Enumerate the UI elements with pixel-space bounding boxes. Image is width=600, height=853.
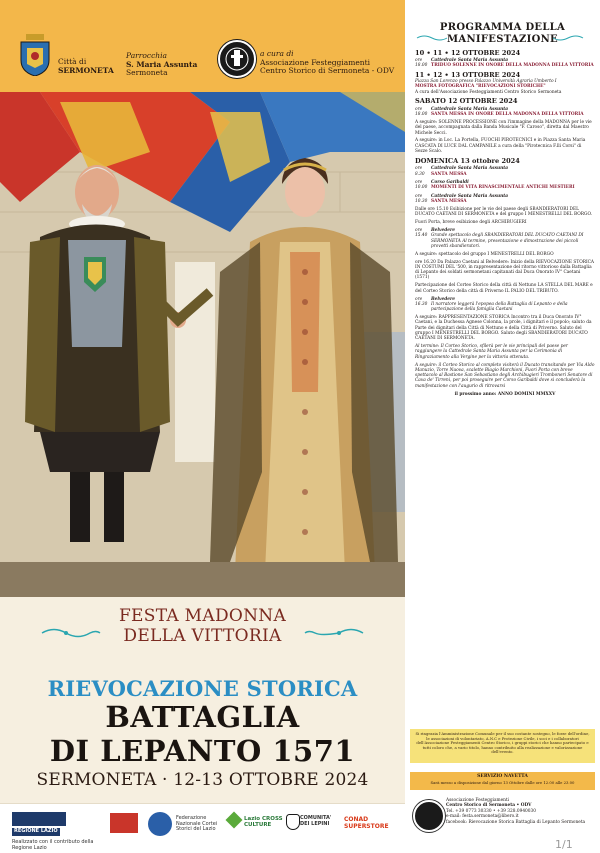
association-footer-logo-icon (413, 800, 445, 832)
event-paragraph: A seguire: spettacolo del gruppo I MENESTRELLI DEL BORGO (415, 251, 554, 257)
battaglia-line-2: DI LEPANTO 1571 (49, 734, 356, 768)
day-heading-1: 10 • 11 • 12 OTTOBRE 2024 (415, 48, 521, 57)
program-title-line-2: MANIFESTAZIONE (447, 34, 558, 45)
festa-line-2: DELLA VITTORIA (123, 626, 282, 646)
closing-line: il prossimo anno: ANNO DOMINI MMXXV (454, 391, 556, 397)
event-place: Belvedere (431, 296, 455, 302)
event-title: MOMENTI DI VITA RINASCIMENTALE ANTICHI MESTIERI (431, 185, 575, 191)
flourish-right-icon (303, 626, 365, 640)
parish-label: Parrocchia (126, 51, 167, 60)
contact-facebook: facebook: Rievocazione Storica Battaglia di Lepanto Sermoneta (446, 819, 586, 825)
event-place: Corso Garibaldi (431, 179, 469, 185)
program-list (415, 46, 595, 397)
flourish-left-icon (40, 626, 102, 640)
event-row (415, 166, 595, 177)
battaglia-title (0, 700, 405, 768)
event-paragraph: Fuori Porta, breve esibizione degli ARCHIBUGIERI (415, 219, 527, 225)
event-title: SANTA MESSA IN ONORE DELLA MADONNA DELLA VITTORIA (431, 112, 584, 118)
sponsor-strip (0, 803, 405, 853)
city-crest-icon (18, 34, 52, 76)
event-time: ore 18.00 (415, 58, 428, 69)
event-place: Belvedere (431, 228, 455, 234)
program-flourish-left-icon (416, 34, 448, 42)
event-title: MOSTRA FOTOGRAFICA "RIEVOCAZIONI STORICHE" (415, 84, 546, 90)
place-dates: SERMONETA · 12-13 OTTOBRE 2024 (36, 770, 369, 790)
festa-line-1: FESTA MADONNA (118, 606, 287, 626)
event-paragraph: A seguire: il Corteo Storico al completo visiterà il Ducato transitando per Via Aldo Manuzio, Torre Nuova, scalette Biagio Marchioni, Fuori Porta con breve spettacolo al Bastione San Sebastiano degli Archibugieri Tromboneri Senatore di Cava de' Tirreni, per poi proseguire per Corso Garibaldi dove si concluderà la manifestazione con l'augurio di ritrovarsi (415, 362, 595, 389)
curated-org-2: Centro Storico di Sermoneta - ODV (260, 66, 395, 76)
cortei-logo-icon (148, 812, 172, 836)
parish-town: Sermoneta (126, 68, 168, 78)
parish-name: S. Maria Assunta (126, 59, 198, 69)
sponsor-conad: CONAD SUPERSTORE (344, 816, 389, 830)
contact-line-1: Associazione Festeggiamenti (446, 798, 510, 803)
lazio-logo-icon (226, 812, 243, 829)
sponsor-federazione: Federazione Nazionale Cortei Storici del Lazio (176, 815, 218, 832)
event-row (415, 107, 595, 118)
day-heading-4: DOMENICA 13 ottobre 2024 (415, 156, 520, 165)
event-paragraph: A seguire: RAPPRESENTAZIONE STORICA Incontro tra il Duca Onorato IV° Caetani, e la Duchessa Agnese Colonna, la prole, i dignitari e il popolo; saluto da Parte dei dignitari della Città di Nettuno e della Città di Priverno. Saluto del gruppo I MENESTRELLI DEL BORGO. Saluto degli SBANDIERATORI DUCATO CAETANI DI SERMONETA. (415, 315, 592, 342)
lepini-logo-icon (286, 814, 300, 830)
event-row (415, 194, 595, 205)
sponsor-regione: REGIONE LAZIO (14, 828, 58, 834)
contact-block (446, 798, 596, 825)
page-indicator: 1/1 (555, 838, 573, 851)
event-paragraph: Dalle ore 15.10 Esibizione per le vie del paese degli SBANDIERATORI DEL DUCATO CAETANI DI SERMONETA e del gruppo I MENESTRELLI DEL BORGO. (415, 206, 593, 217)
event-place: Cattedrale Santa Maria Assunta (431, 58, 509, 63)
event-row (415, 228, 595, 249)
event-title: Il narratore leggerà l'epopea della Battaglia di Lepanto e della partecipazione della famiglia Caetani (431, 302, 568, 313)
day-heading-2: 11 • 12 • 13 OTTOBRE 2024 (415, 71, 521, 80)
event-title: SANTA MESSA (431, 171, 467, 177)
rievocazione-title: RIEVOCAZIONE STORICA (47, 676, 358, 701)
shuttle-title: SERVIZIO NAVETTA (477, 774, 528, 779)
curated-label: a cura di (260, 49, 294, 58)
event-time: ore 15.40 (415, 228, 428, 239)
regione-note: Realizzato con il contributo della Regione Lazio (12, 839, 94, 851)
contact-phone: Tel. +39 0773 30330 • +39 328.0940030 (446, 808, 536, 814)
sponsor-lepini: COMUNITA' DEI LEPINI (300, 815, 332, 827)
header-band (0, 0, 405, 92)
regione-lazio-logo-icon (12, 812, 66, 826)
costumed-couple-photo (0, 92, 405, 597)
contact-line-2: Centro Storico di Sermoneta • ODV (446, 803, 532, 809)
event-row (415, 297, 595, 313)
event-paragraph: Al termine: Il Corteo Storico, sfilerà per le vie principali del paese per raggiungere la Cattedrale Santa Maria Assunta per la Cerimonia di Ringraziamento alla Vergine per la vittoria ottenuta. (415, 344, 568, 360)
thanks-box: Si ringrazia l'Amministrazione Comunale per il suo costante sostegno, le forze dell'ordine, le associazioni di volontariato, A.N.C e Protezione Civile, i soci e i collaboratori dell'Associazione Festeggiamenti Centro Storico, i gruppi storici che hanno partecipato e tutti coloro che, a vario titolo, hanno contribuito alla realizzazione e valorizzazione dell'evento. (410, 729, 595, 763)
event-row (415, 180, 595, 191)
hero-photo (0, 92, 405, 597)
sponsor-lazio: Lazio CROSS CULTURE (244, 816, 283, 829)
shuttle-text: Sarà messo a disposizione dal giorno 13 Ottobre dalle ore 12.00 alle 23.00 (430, 779, 575, 785)
association-logo-icon (218, 40, 256, 78)
event-paragraph: Partecipazione del Corteo Storico della città di Nettuno LA STELLA DEL MARE e del Corteo Storico della città di Priverno IL PALIO DEL TRIBUTO. (415, 283, 593, 294)
event-time: ore 10.30 (415, 193, 428, 204)
federazione-logo-icon (110, 813, 138, 833)
event-place: Piazza San Lorenzo presso Palazzo Università Agraria Umberto I (415, 79, 557, 85)
event-paragraph: ore 16.20 Da Palazzo Caetani al Belvedere: Inizio della RIEVOCAZIONE STORICA IN COSTUMI DEL '500, in rappresentazione del ritorno vittorioso dalla Battaglia di Lepanto dei soldati sermonetani capitanati dal Duca Onorato IV° Caetani (1571) (415, 259, 595, 281)
day-heading-3: SABATO 12 OTTOBRE 2024 (415, 97, 518, 106)
city-label: Città di (58, 57, 87, 66)
program-flourish-right-icon (552, 34, 584, 42)
event-paragraph: A seguire: SOLENNE PROCESSIONE con l'immagine della MADONNA per le vie del paese, accompagnata dalla Banda Musicale "F. Caroso", diretta dal Maestro Michele Secci. (415, 120, 592, 136)
shuttle-box (410, 772, 595, 790)
event-title: TRIDUO SOLENNE IN ONORE DELLA MADONNA DELLA VITTORIA (431, 63, 594, 69)
event-paragraph: A seguire: in Loc. La Portella, FUOCHI PIROTECNICI e in Piazza Santa Maria CASCATA DI LUCE DAL CAMPANILE a cura della "Pirotecnica F.lli Corsi" di Sezze Scalo. (415, 138, 586, 155)
contact-email: e-mail: festa.sermoneta@libero.it (446, 814, 519, 820)
event-title: SANTA MESSA (431, 198, 467, 204)
event-place: Cattedrale Santa Maria Assunta (431, 193, 509, 199)
city-name: SERMONETA (58, 65, 114, 75)
event-place: Cattedrale Santa Maria Assunta (431, 166, 509, 172)
event-time: ore 18.00 (415, 106, 428, 118)
curated-org: Associazione Festeggiamenti (260, 57, 371, 67)
program-title-line-1: PROGRAMMA DELLA (439, 22, 566, 33)
event-time: ore 16.30 (415, 296, 428, 308)
battaglia-line-1: BATTAGLIA (105, 700, 300, 734)
event-row (415, 58, 595, 69)
event-note: A cura dell'Associazione Festeggiamenti Centro Storico Sermoneta (415, 89, 562, 95)
event-place: Cattedrale Santa Maria Assunta (431, 106, 509, 112)
event-time: ore 8.30 (415, 166, 425, 177)
event-title: Grande spettacolo degli SBANDIERATORI DEL DUCATO CAETANI DI SERMONETA Al termine, presentazione e dimostrazione dei piccoli provetti sbandieratori. (431, 233, 584, 249)
event-time: ore 10.00 (415, 179, 428, 191)
